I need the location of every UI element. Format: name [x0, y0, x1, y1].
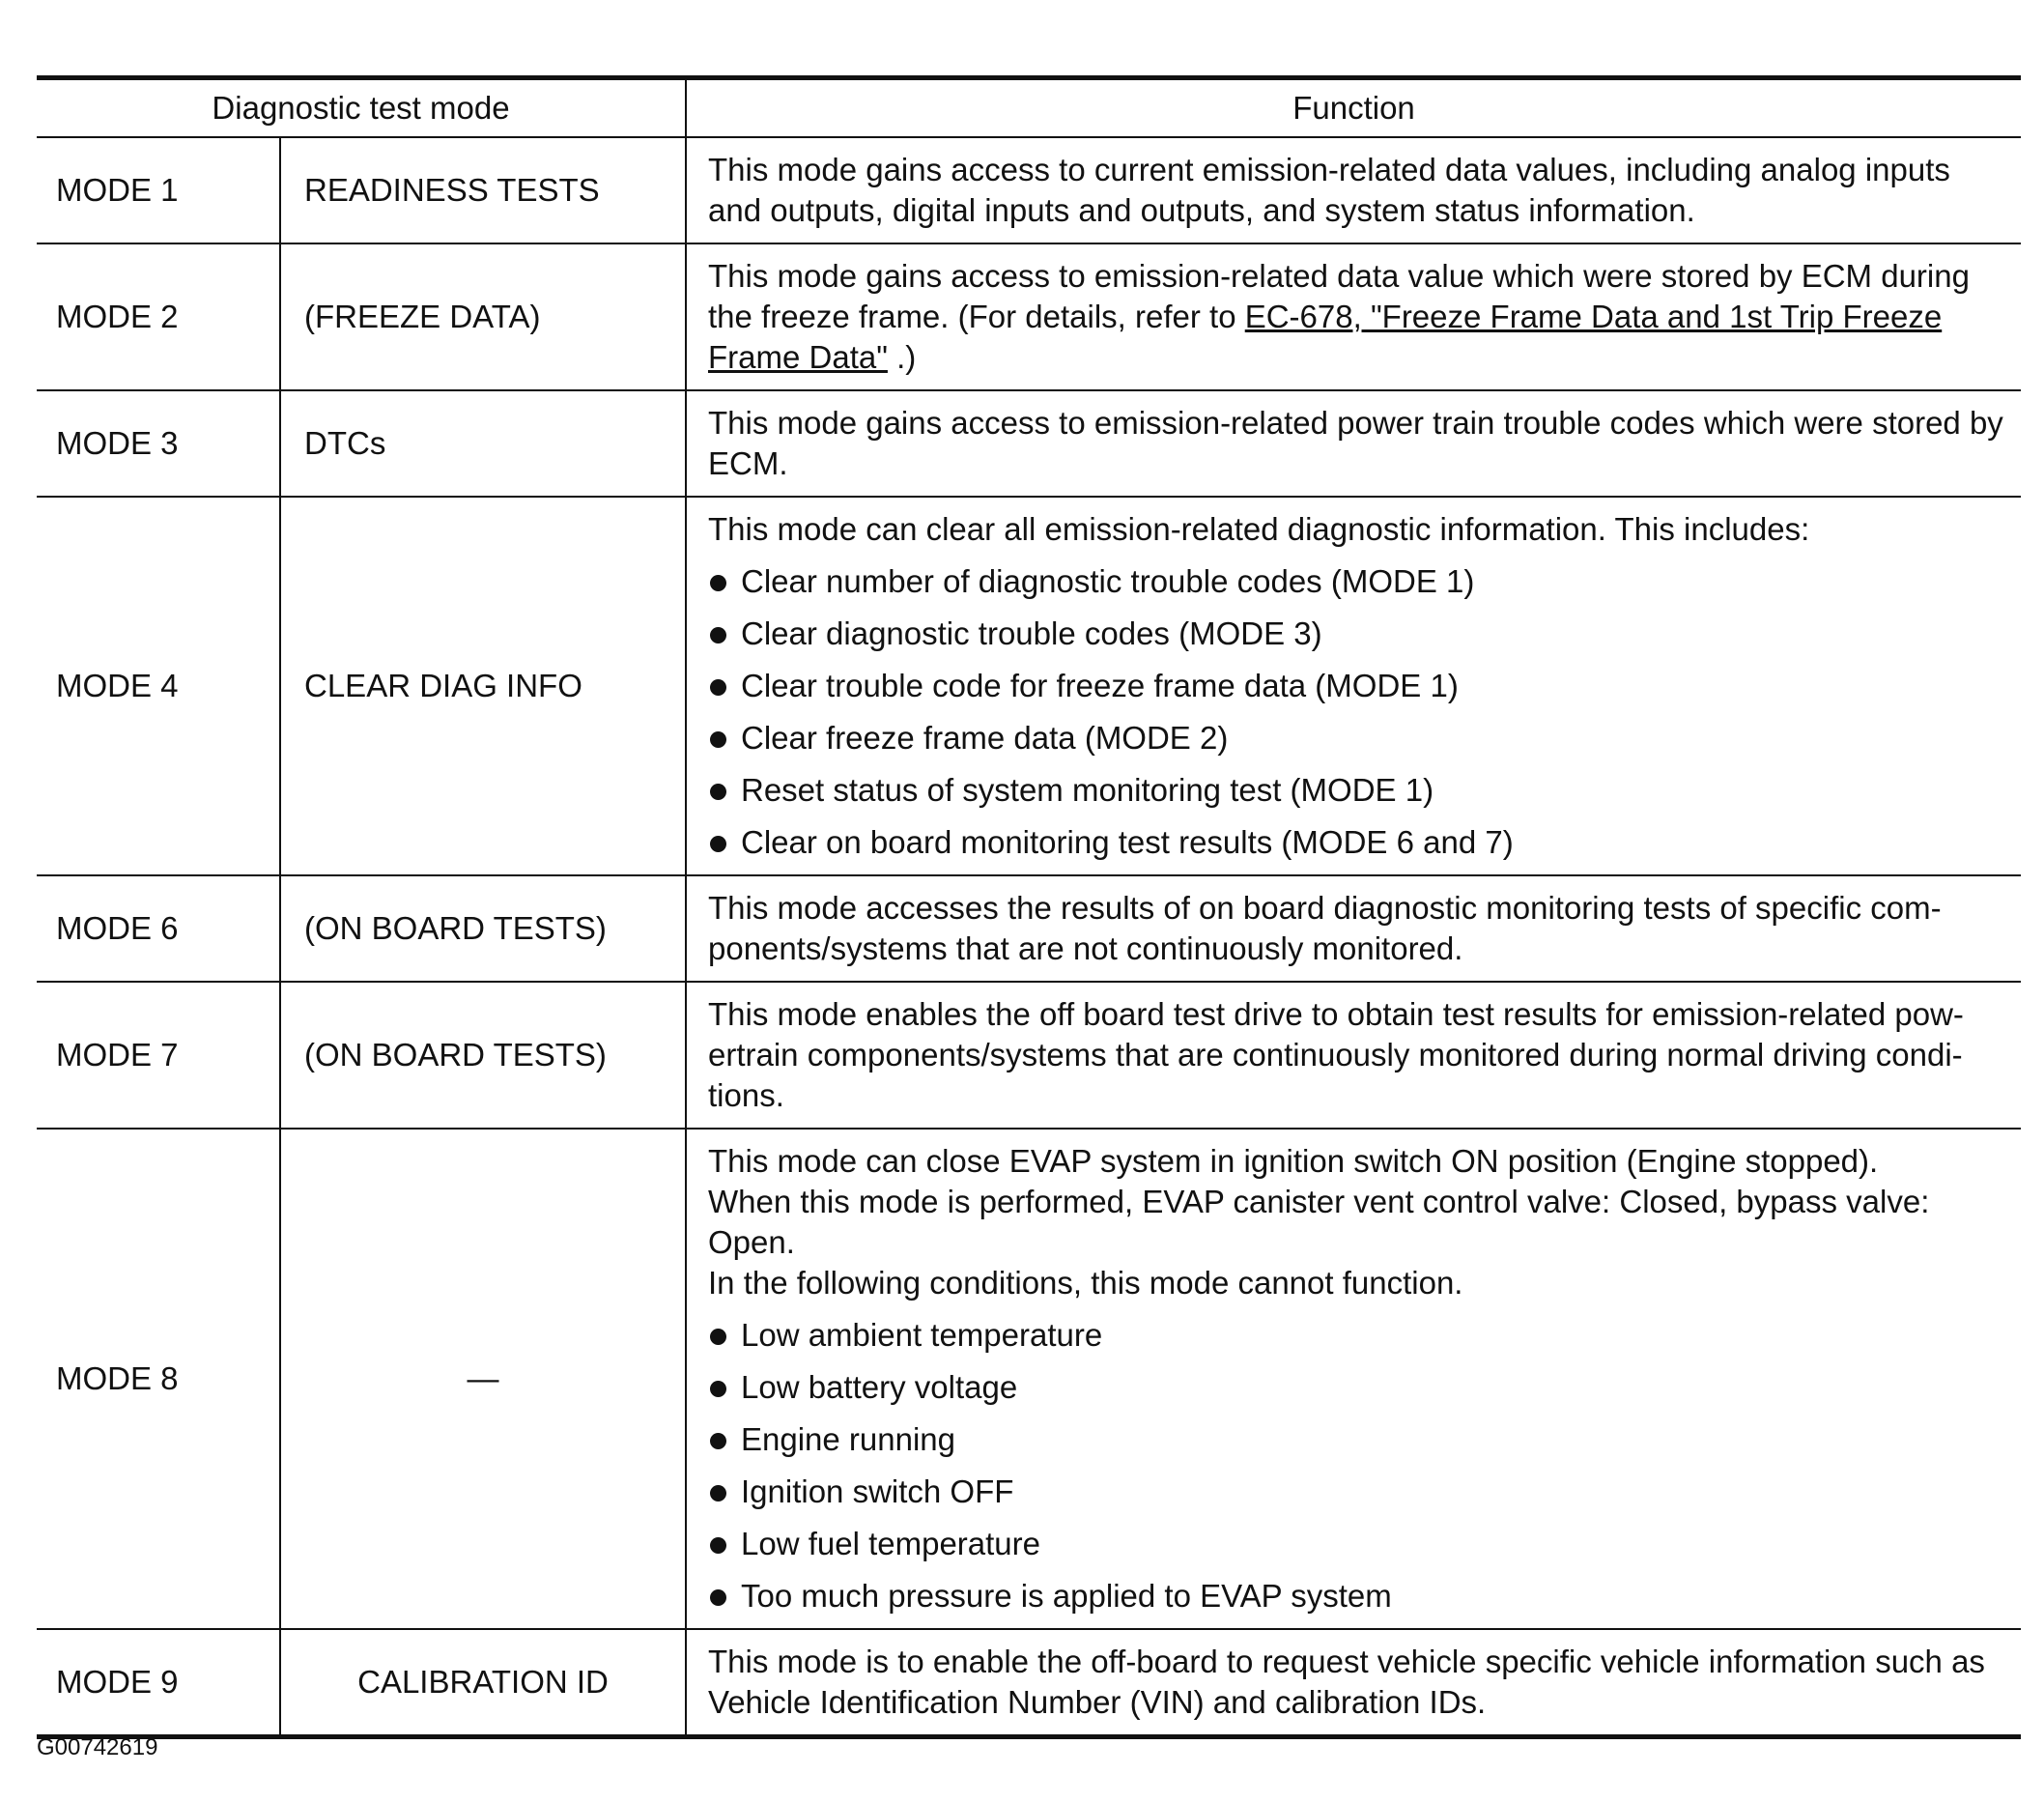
mode-cell: MODE 4: [37, 497, 280, 875]
list-item-text: Clear number of diagnostic trouble codes (MODE 1): [741, 563, 1475, 599]
function-cell: [686, 1129, 2021, 1629]
list-item: [708, 1472, 2005, 1512]
table-row-mode-6: [37, 875, 2021, 982]
function-cell: [686, 1629, 2021, 1737]
table-header-row: [37, 78, 2021, 138]
diagnostic-mode-table-container: [37, 75, 2021, 1739]
table-row-mode-8: [37, 1129, 2021, 1629]
function-text: This mode gains access to current emission-related data values, including analog inputs and outputs, digital inputs and outputs, and system status information.: [708, 152, 1950, 228]
list-item: [708, 614, 2005, 654]
mode-cell: MODE 2: [37, 243, 280, 390]
list-item-text: Ignition switch OFF: [741, 1473, 1014, 1509]
list-item-text: Engine running: [741, 1421, 956, 1457]
bullet-dot-icon: [710, 784, 726, 800]
function-text: This mode accesses the results of on board diagnostic monitoring tests of specific com-ponents/systems that are not continuously monitored.: [708, 890, 1942, 966]
list-item-text: Clear on board monitoring test results (MODE 6 and 7): [741, 824, 1514, 860]
table-row-mode-2: [37, 243, 2021, 390]
bullet-dot-icon: [710, 1589, 726, 1606]
function-cell: [686, 390, 2021, 497]
function-text-line: This mode can close EVAP system in ignition switch ON position (Engine stopped).: [708, 1143, 1879, 1179]
em-dash: —: [467, 1360, 499, 1396]
mode-cell: MODE 8: [37, 1129, 280, 1629]
mode-cell: MODE 6: [37, 875, 280, 982]
mode-name-cell: (ON BOARD TESTS): [280, 982, 686, 1129]
function-text: [708, 256, 2005, 378]
mode-cell: MODE 1: [37, 137, 280, 243]
bullet-dot-icon: [710, 1329, 726, 1345]
function-cell: [686, 243, 2021, 390]
list-item: [708, 718, 2005, 758]
bullet-dot-icon: [710, 575, 726, 591]
bullet-dot-icon: [710, 1485, 726, 1502]
function-cell: [686, 982, 2021, 1129]
mode-name-cell: (ON BOARD TESTS): [280, 875, 686, 982]
mode-name-cell: [280, 1129, 686, 1629]
table-row-mode-9: [37, 1629, 2021, 1737]
table-row-mode-1: [37, 137, 2021, 243]
table-row-mode-3: [37, 390, 2021, 497]
mode-name-cell: CLEAR DIAG INFO: [280, 497, 686, 875]
list-item: [708, 666, 2005, 706]
list-item-text: Low battery voltage: [741, 1369, 1018, 1405]
mode-cell: MODE 7: [37, 982, 280, 1129]
bullet-dot-icon: [710, 1537, 726, 1554]
figure-code: G00742619: [37, 1734, 158, 1760]
bullet-list: [708, 561, 2005, 863]
function-cell: [686, 497, 2021, 875]
list-item-text: Reset status of system monitoring test (MODE 1): [741, 772, 1434, 808]
diagnostic-mode-table: [37, 75, 2021, 1739]
function-text-before-link: This mode gains access to emission-related data value which were stored by ECM during the freeze frame. (For details, refer to: [708, 258, 1970, 334]
mode-name-cell: READINESS TESTS: [280, 137, 686, 243]
list-item: [708, 1315, 2005, 1356]
function-text: This mode gains access to emission-related power train trouble codes which were stored by ECM.: [708, 405, 2003, 481]
bullet-dot-icon: [710, 731, 726, 748]
bullet-dot-icon: [710, 679, 726, 696]
mode-name-cell: DTCs: [280, 390, 686, 497]
function-text-line: When this mode is performed, EVAP canister vent control valve: Closed, bypass valve: Open.: [708, 1184, 1930, 1260]
list-item: [708, 1524, 2005, 1564]
list-item: [708, 561, 2005, 602]
freeze-frame-reference-link[interactable]: EC-678, "Freeze Frame Data and 1st Trip Freeze Frame Data": [708, 299, 1943, 375]
list-item-text: Low ambient temperature: [741, 1317, 1103, 1353]
function-text-after-link: .): [887, 339, 917, 375]
header-function: Function: [1292, 90, 1415, 126]
function-cell: [686, 875, 2021, 982]
list-item: [708, 770, 2005, 811]
list-item-text: Clear freeze frame data (MODE 2): [741, 720, 1229, 756]
mode-cell: MODE 9: [37, 1629, 280, 1737]
function-text: This mode enables the off board test drive to obtain test results for emission-related pow-ertrain components/systems that are continuously monitored during normal driving condi-tions.: [708, 996, 1964, 1113]
list-item-text: Low fuel temperature: [741, 1526, 1041, 1561]
header-diagnostic-test-mode: Diagnostic test mode: [37, 78, 686, 138]
mode-cell: MODE 3: [37, 390, 280, 497]
bullet-dot-icon: [710, 1433, 726, 1449]
function-cell: [686, 137, 2021, 243]
list-item: [708, 822, 2005, 863]
table-row-mode-7: [37, 982, 2021, 1129]
bullet-dot-icon: [710, 836, 726, 852]
function-text: This mode is to enable the off-board to request vehicle specific vehicle information such as Vehicle Identification Number (VIN) and calibration IDs.: [708, 1644, 1985, 1720]
function-text-line: In the following conditions, this mode cannot function.: [708, 1265, 1463, 1301]
bullet-list: [708, 1315, 2005, 1616]
list-item: [708, 1419, 2005, 1460]
bullet-dot-icon: [710, 627, 726, 644]
list-item-text: Clear trouble code for freeze frame data (MODE 1): [741, 668, 1459, 703]
bullet-dot-icon: [710, 1381, 726, 1397]
mode-name-cell: (FREEZE DATA): [280, 243, 686, 390]
mode-name-cell: CALIBRATION ID: [280, 1629, 686, 1737]
list-item-text: Clear diagnostic trouble codes (MODE 3): [741, 615, 1322, 651]
table-row-mode-4: [37, 497, 2021, 875]
list-item-text: Too much pressure is applied to EVAP system: [741, 1578, 1392, 1614]
list-item: [708, 1576, 2005, 1616]
function-text: This mode can clear all emission-related diagnostic information. This includes:: [708, 511, 1810, 547]
list-item: [708, 1367, 2005, 1408]
